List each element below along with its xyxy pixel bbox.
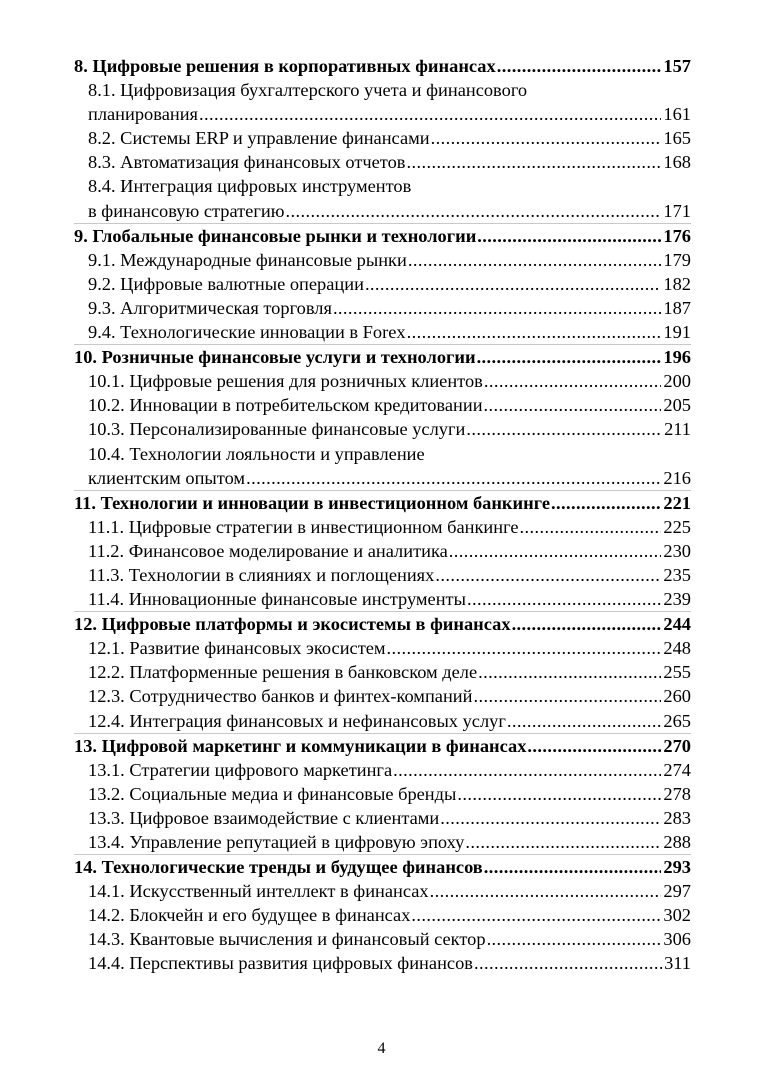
dot-leader — [457, 782, 661, 806]
section-entry-page: 302 — [663, 905, 691, 926]
chapter-entry[interactable] — [74, 491, 691, 515]
dot-leader — [507, 709, 662, 733]
chapter-block — [74, 223, 691, 344]
dot-leader — [411, 903, 661, 927]
section-entry-page: 171 — [663, 200, 691, 221]
section-entry-title: 14.2. Блокчейн и его будущее в финансах — [88, 905, 411, 926]
section-entry-page: 278 — [663, 783, 691, 804]
section-entry-title: 13.4. Управление репутацией в цифровую эпоху — [88, 832, 465, 852]
section-entry-title: 13.1. Стратегии цифрового маркетинга — [88, 759, 393, 780]
section-entry[interactable] — [74, 951, 691, 975]
page-number: 4 — [377, 1040, 386, 1057]
chapter-entry-page: 270 — [663, 735, 691, 756]
section-entry[interactable] — [74, 369, 691, 393]
section-entry-page: 265 — [663, 710, 691, 731]
chapter-block — [74, 733, 691, 854]
dot-leader — [430, 879, 662, 903]
dot-leader — [484, 369, 662, 393]
section-entry-title: 11.3. Технологии в слияниях и поглощениях — [88, 564, 435, 585]
section-entry-page: 306 — [663, 929, 691, 950]
section-entry-page: 283 — [663, 807, 691, 828]
section-entry[interactable] — [74, 102, 691, 126]
section-entry[interactable] — [74, 684, 691, 708]
section-entry-title: 12.2. Платформенные решения в банковском деле — [88, 662, 478, 683]
section-entry[interactable] — [74, 466, 691, 490]
dot-leader — [484, 393, 662, 417]
chapter-entry[interactable] — [74, 734, 691, 758]
section-entry-title: клиентским опытом — [88, 467, 246, 488]
section-entry[interactable] — [74, 417, 691, 441]
section-entry-page: 165 — [663, 128, 691, 149]
section-entry-title: 13.3. Цифровое взаимодействие с клиентами — [88, 807, 440, 828]
section-entry-page: 230 — [663, 540, 691, 561]
section-entry[interactable] — [74, 199, 691, 223]
section-entry-title: 11.1. Цифровые стратегии в инвестиционном банкинге — [88, 516, 519, 537]
section-entry[interactable] — [74, 587, 691, 611]
section-entry-title: 9.1. Международные финансовые рынки — [88, 249, 407, 270]
dot-leader — [406, 150, 661, 174]
section-entry-title: 14.1. Искусственный интеллект в финансах — [88, 881, 429, 902]
chapter-entry[interactable] — [74, 855, 691, 879]
section-entry[interactable] — [74, 539, 691, 563]
dot-leader — [527, 734, 661, 758]
section-entry-title: 8.3. Автоматизация финансовых отчетов — [88, 152, 406, 173]
section-entry[interactable] — [74, 150, 691, 174]
dot-leader — [387, 636, 662, 660]
section-entry-title: в финансовую стратегию — [88, 200, 285, 221]
section-entry-page: 211 — [664, 419, 691, 440]
dot-leader — [333, 296, 661, 320]
chapter-block — [74, 344, 691, 490]
section-entry-page: 191 — [663, 322, 691, 343]
section-entry[interactable] — [74, 272, 691, 296]
section-entry[interactable] — [74, 709, 691, 733]
dot-leader — [520, 515, 662, 539]
section-entry-page: 179 — [663, 249, 691, 270]
table-of-contents — [74, 54, 691, 976]
chapter-entry-page: 221 — [663, 492, 691, 513]
section-entry[interactable] — [74, 927, 691, 951]
dot-leader — [465, 830, 661, 854]
dot-leader — [407, 320, 662, 344]
section-entry-title: 11.2. Финансовое моделирование и аналитика — [88, 540, 448, 561]
section-entry-title: 10.3. Персонализированные финансовые услуги — [88, 419, 466, 440]
section-entry-line: 8.1. Цифровизация бухгалтерского учета и финансового — [88, 80, 528, 101]
dot-leader — [467, 587, 661, 611]
dot-leader — [484, 855, 662, 879]
dot-leader — [285, 199, 661, 223]
section-entry[interactable] — [74, 758, 691, 782]
dot-leader — [512, 612, 662, 636]
section-entry[interactable] — [74, 320, 691, 344]
dot-leader — [487, 927, 662, 951]
section-entry[interactable] — [74, 636, 691, 660]
section-entry-title: 12.3. Сотрудничество банков и финтех-компаний — [88, 686, 473, 707]
chapter-entry[interactable] — [74, 224, 691, 248]
section-entry-title: 10.2. Инновации в потребительском кредитовании — [88, 395, 483, 416]
chapter-entry-title: 13. Цифровой маркетинг и коммуникации в финансах — [74, 735, 527, 756]
chapter-entry[interactable] — [74, 345, 691, 369]
dot-leader — [431, 126, 662, 150]
section-entry[interactable] — [74, 126, 691, 150]
section-entry-page: 205 — [663, 395, 691, 416]
dot-leader — [466, 417, 662, 441]
dot-leader — [365, 272, 661, 296]
chapter-entry-title: 12. Цифровые платформы и экосистемы в финансах — [74, 614, 511, 635]
chapter-block — [74, 490, 691, 611]
dot-leader — [408, 248, 662, 272]
dot-leader — [477, 345, 662, 369]
chapter-entry-page: 244 — [663, 614, 691, 635]
section-entry-page: 161 — [663, 104, 691, 125]
chapter-entry-page: 157 — [663, 56, 691, 76]
chapter-entry-title: 10. Розничные финансовые услуги и технологии — [74, 347, 476, 368]
section-entry-page: 239 — [663, 589, 691, 610]
section-entry-title: 9.4. Технологические инновации в Forex — [88, 322, 406, 343]
section-entry-title: 14.3. Квантовые вычисления и финансовый сектор — [88, 929, 486, 950]
chapter-block — [74, 54, 691, 223]
chapter-entry[interactable] — [74, 612, 691, 636]
chapter-entry-page: 293 — [663, 857, 691, 878]
section-entry-page: 187 — [663, 297, 691, 318]
section-entry-page: 225 — [663, 516, 691, 537]
section-entry-page: 288 — [663, 832, 691, 852]
section-entry-line: 10.4. Технологии лояльности и управление — [88, 443, 425, 464]
section-entry[interactable] — [74, 296, 691, 320]
section-entry-title: 12.4. Интеграция финансовых и нефинансовых услуг — [88, 710, 506, 731]
dot-leader — [478, 660, 661, 684]
section-entry-page: 311 — [664, 953, 691, 974]
chapter-entry[interactable] — [74, 54, 691, 78]
chapter-entry-title: 11. Технологии и инновации в инвестиционном банкинге — [74, 492, 550, 513]
section-entry-line: 8.4. Интеграция цифровых инструментов — [88, 176, 412, 197]
section-entry-title: 13.2. Социальные медиа и финансовые бренды — [88, 783, 457, 804]
section-entry-title: 14.4. Перспективы развития цифровых финансов — [88, 953, 473, 974]
section-entry[interactable] — [74, 515, 691, 539]
section-entry-page: 255 — [663, 662, 691, 683]
chapter-block — [74, 854, 691, 975]
section-entry[interactable] — [74, 393, 691, 417]
section-entry-title: 11.4. Инновационные финансовые инструменты — [88, 589, 466, 610]
chapter-entry-title: 8. Цифровые решения в корпоративных финансах — [74, 56, 496, 76]
section-entry[interactable] — [74, 903, 691, 927]
section-entry[interactable] — [74, 248, 691, 272]
dot-leader — [449, 539, 662, 563]
section-entry[interactable] — [74, 830, 691, 854]
section-entry-page: 260 — [663, 686, 691, 707]
section-entry-title: 9.2. Цифровые валютные операции — [88, 273, 364, 294]
dot-leader — [473, 684, 661, 708]
section-entry[interactable] — [74, 806, 691, 830]
section-entry-page: 274 — [663, 759, 691, 780]
section-entry-page: 297 — [663, 881, 691, 902]
dot-leader — [474, 951, 662, 975]
section-entry-page: 235 — [663, 564, 691, 585]
section-entry-title: 8.2. Системы ERP и управление финансами — [88, 128, 430, 149]
section-entry[interactable] — [74, 879, 691, 903]
section-entry-page: 248 — [663, 638, 691, 659]
dot-leader — [477, 224, 661, 248]
section-entry-title: 12.1. Развитие финансовых экосистем — [88, 638, 386, 659]
section-entry-page: 200 — [663, 371, 691, 392]
section-entry-page: 168 — [663, 152, 691, 173]
dot-leader — [393, 758, 661, 782]
dot-leader — [440, 806, 661, 830]
section-entry-title: 10.1. Цифровые решения для розничных клиентов — [88, 371, 483, 392]
section-entry[interactable] — [74, 563, 691, 587]
dot-leader — [199, 102, 661, 126]
section-entry-title: планирования — [88, 104, 199, 125]
section-entry-page: 216 — [663, 467, 691, 488]
dot-leader — [551, 491, 661, 515]
chapter-entry-title: 9. Глобальные финансовые рынки и технологии — [74, 225, 477, 246]
dot-leader — [435, 563, 661, 587]
section-entry-page: 182 — [663, 273, 691, 294]
chapter-entry-page: 196 — [663, 347, 691, 368]
section-entry[interactable] — [74, 660, 691, 684]
dot-leader — [497, 54, 662, 78]
chapter-entry-title: 14. Технологические тренды и будущее финансов — [74, 857, 483, 878]
chapter-entry-page: 176 — [663, 225, 691, 246]
section-entry-title: 9.3. Алгоритмическая торговля — [88, 297, 332, 318]
dot-leader — [246, 466, 661, 490]
section-entry[interactable] — [74, 782, 691, 806]
chapter-block — [74, 611, 691, 732]
